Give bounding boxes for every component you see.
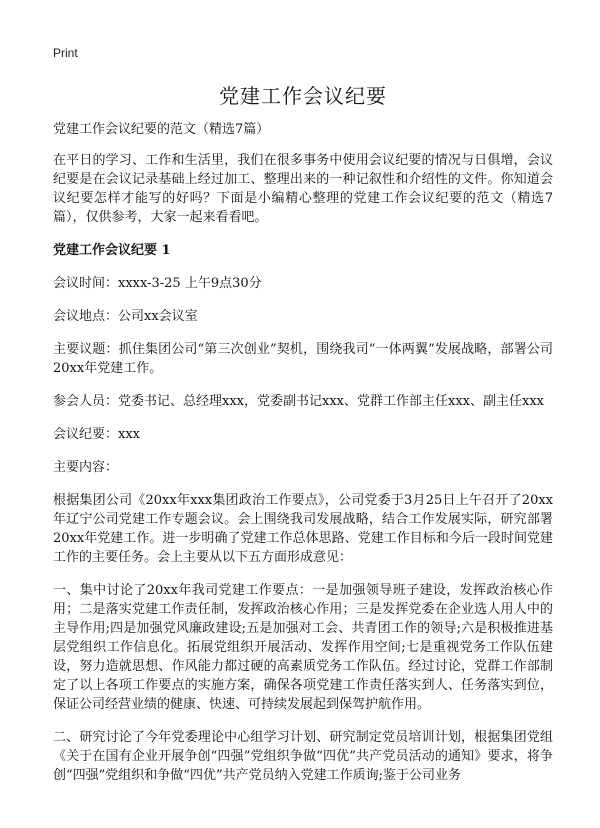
document-body	[53, 120, 553, 799]
content-paragraph-2: 一、集中讨论了20xx年我司党建工作要点：一是加强领导班子建设，发挥政治核心作用；二是落实党建工作责任制，发挥政治核心作用；三是发挥党委在企业选人用人中的主导作用;四是加强党风廉政建设;五是加强对工会、共青团工作的领导;六是积极推进基层党组织工作信息化。拓展党组织开展活动、发挥作用空间;七是重视党务工作队伍建设，努力造就思想、作风能力都过硬的高素质党务工作队伍。经过讨论，党群工作部制定了以上各项工作要点的实施方案，确保各项党建工作责任落实到人、任务落实到位，保证公司经营业绩的健康、快速、可持续发展起到保驾护航作用。	[53, 583, 553, 712]
content-label: 主要内容：	[53, 460, 119, 475]
meeting-topic: 主要议题：抓住集团公司“第三次创业”契机，围绕我司“一体两翼”发展战略，部署公司20xx年党建工作。	[53, 342, 553, 376]
meeting-attendees: 参会人员：党委书记、总经理xxx，党委副书记xxx、党群工作部主任xxx、副主任xxx	[53, 394, 544, 409]
content-paragraph-1: 根据集团公司《20xx年xxx集团政治工作要点》，公司党委于3月25日上午召开了20xx年辽宁公司党建工作专题会议。会上围绕我司发展战略，结合工作发展实际，研究部署20xx年党建工作。进一步明确了党建工作总体思路、党建工作目标和今后一段时间党建工作的主要任务。会上主要从以下五方面形成意见：	[53, 493, 553, 565]
section-heading: 党建工作会议纪要 1	[53, 243, 171, 258]
meeting-time: 会议时间：xxxx-3-25 上午9点30分	[53, 276, 262, 291]
document-subtitle: 党建工作会议纪要的范文（精选7篇）	[53, 122, 270, 137]
document-title: 党建工作会议纪要	[219, 84, 387, 108]
meeting-place: 会议地点：公司xx会议室	[53, 309, 198, 324]
meeting-recorder: 会议纪要：xxx	[53, 427, 140, 442]
intro-paragraph: 在平日的学习、工作和生活里，我们在很多事务中使用会议纪要的情况与日俱增，会议纪要是在会议记录基础上经过加工、整理出来的一种记叙性和介绍性的文件。你知道会议纪要怎样才能写的好吗？下面是小编精心整理的党建工作会议纪要的范文（精选7篇），仅供参考，大家一起来看看吧。	[53, 153, 553, 225]
print-link[interactable]: Print	[53, 46, 78, 60]
content-paragraph-3: 二、研究讨论了今年党委理论中心组学习计划、研究制定党员培训计划，根据集团党组《关于在国有企业开展争创“四强”党组织争做“四优”共产党员活动的通知》要求，将争创“四强”党组织和争做“四优”共产党员纳入党建工作质询;鉴于公司业务	[53, 730, 553, 783]
